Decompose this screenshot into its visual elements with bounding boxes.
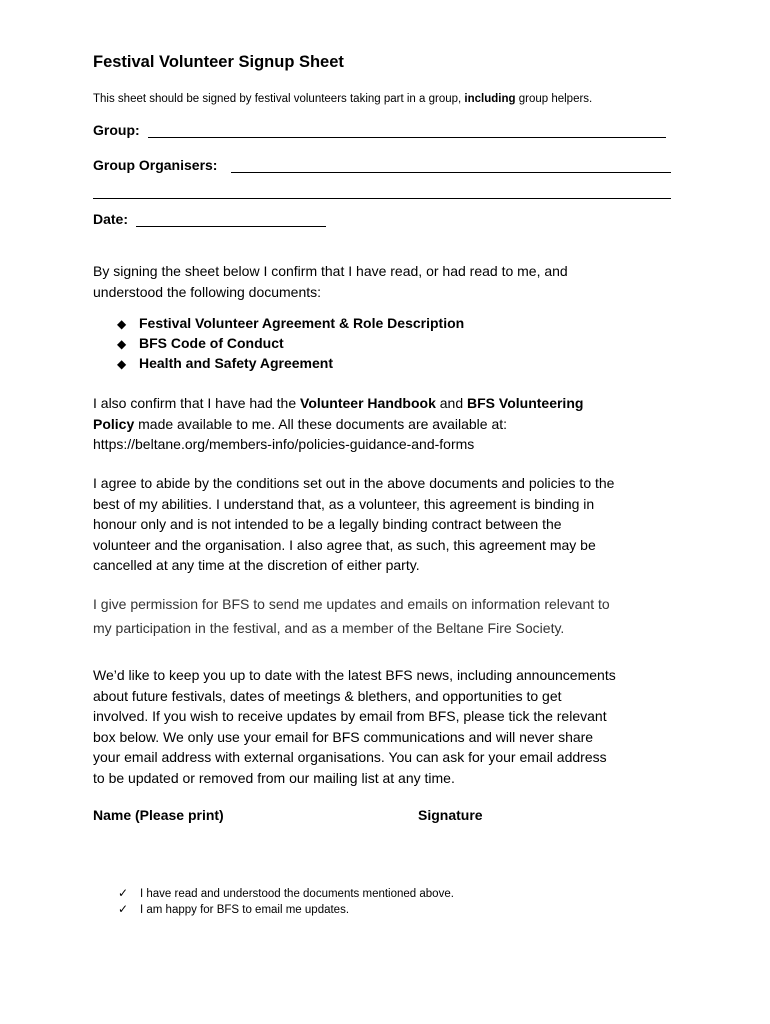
- intro-text-part: This sheet should be signed by festival volunteers taking part in a group,: [93, 93, 465, 105]
- paragraph-line: We’d like to keep you up to date with the latest BFS news, including announcements: [93, 667, 616, 683]
- paragraph-line: box below. We only use your email for BFS communications and will never share: [93, 728, 594, 745]
- paragraph-line: I agree to abide by the conditions set out in the above documents and policies to the: [93, 475, 615, 491]
- confirm-paragraph: [93, 261, 683, 302]
- consent-label: I have read and understood the documents mentioned above.: [140, 888, 454, 900]
- date-label: Date:: [93, 211, 129, 227]
- paragraph-line: my participation in the festival, and as a member of the Beltane Fire Society.: [93, 619, 565, 636]
- text-part: made available to me. All these documents are available at:: [134, 415, 508, 432]
- documents-url: https://beltane.org/members-info/policies-guidance-and-forms: [93, 436, 475, 452]
- permission-paragraph: [93, 593, 683, 640]
- paragraph-line: I give permission for BFS to send me updates and emails on information relevant to: [93, 596, 610, 612]
- paragraph-line: to be updated or removed from our mailing list at any time.: [93, 769, 455, 786]
- volunteer-handbook-text: Volunteer Handbook: [300, 395, 436, 411]
- paragraph-line: about future festivals, dates of meetings & blethers, and opportunities to get: [93, 687, 562, 704]
- group-organisers-label: Group Organisers:: [93, 157, 218, 173]
- paragraph-line: your email address with external organisations. You can ask for your email address: [93, 749, 607, 765]
- policy-text: Policy: [93, 415, 135, 432]
- consent-label: I am happy for BFS to email me updates.: [140, 904, 350, 916]
- document-name: Health and Safety Agreement: [139, 355, 333, 371]
- group-organisers-field-line[interactable]: [231, 172, 671, 173]
- diamond-bullet-icon: ◆: [117, 337, 127, 351]
- paragraph-line: best of my abilities. I understand that, as a volunteer, this agreement is binding in: [93, 495, 595, 512]
- paragraph-line: involved. If you wish to receive updates by email from BFS, please tick the relevant: [93, 708, 607, 724]
- intro-text-bold: including: [464, 93, 516, 105]
- intro-text-part: group helpers.: [515, 93, 593, 105]
- check-icon: ✓: [118, 902, 129, 916]
- intro-text: [93, 93, 592, 105]
- handbook-paragraph: [93, 393, 683, 455]
- updates-paragraph: [93, 665, 683, 788]
- list-item: [117, 313, 464, 333]
- text-part: I also confirm that I have had the: [93, 395, 301, 411]
- volunteering-policy-text: BFS Volunteering: [467, 395, 584, 411]
- document-name: Festival Volunteer Agreement & Role Description: [139, 315, 465, 331]
- signature-column-header: Signature: [418, 807, 483, 823]
- paragraph-line: cancelled at any time at the discretion of either party.: [93, 557, 420, 573]
- paragraph-line: [93, 393, 683, 414]
- agree-paragraph: [93, 473, 683, 576]
- date-field-line[interactable]: [136, 226, 326, 227]
- diamond-bullet-icon: ◆: [117, 357, 127, 371]
- name-column-header: Name (Please print): [93, 807, 224, 823]
- list-item: [117, 333, 464, 353]
- consent-read-documents[interactable]: [118, 885, 454, 901]
- sheet-title: Festival Volunteer Signup Sheet: [93, 53, 344, 71]
- list-item: [117, 353, 464, 373]
- group-field-line[interactable]: [148, 137, 666, 138]
- consent-email-updates[interactable]: [118, 901, 454, 917]
- group-label: Group:: [93, 122, 140, 138]
- paragraph-line: By signing the sheet below I confirm that I have read, or had read to me, and: [93, 263, 568, 279]
- paragraph-line: understood the following documents:: [93, 283, 322, 300]
- documents-list: [117, 313, 464, 373]
- document-name: BFS Code of Conduct: [139, 335, 284, 351]
- check-icon: ✓: [118, 886, 129, 900]
- diamond-bullet-icon: ◆: [117, 317, 127, 331]
- paragraph-line: [93, 414, 683, 435]
- text-part: and: [435, 395, 468, 411]
- paragraph-line: volunteer and the organisation. I also agree that, as such, this agreement may be: [93, 536, 596, 553]
- consent-checklist: [118, 885, 454, 917]
- group-organisers-extra-line[interactable]: [93, 198, 671, 199]
- paragraph-line: honour only and is not intended to be a legally binding contract between the: [93, 516, 562, 532]
